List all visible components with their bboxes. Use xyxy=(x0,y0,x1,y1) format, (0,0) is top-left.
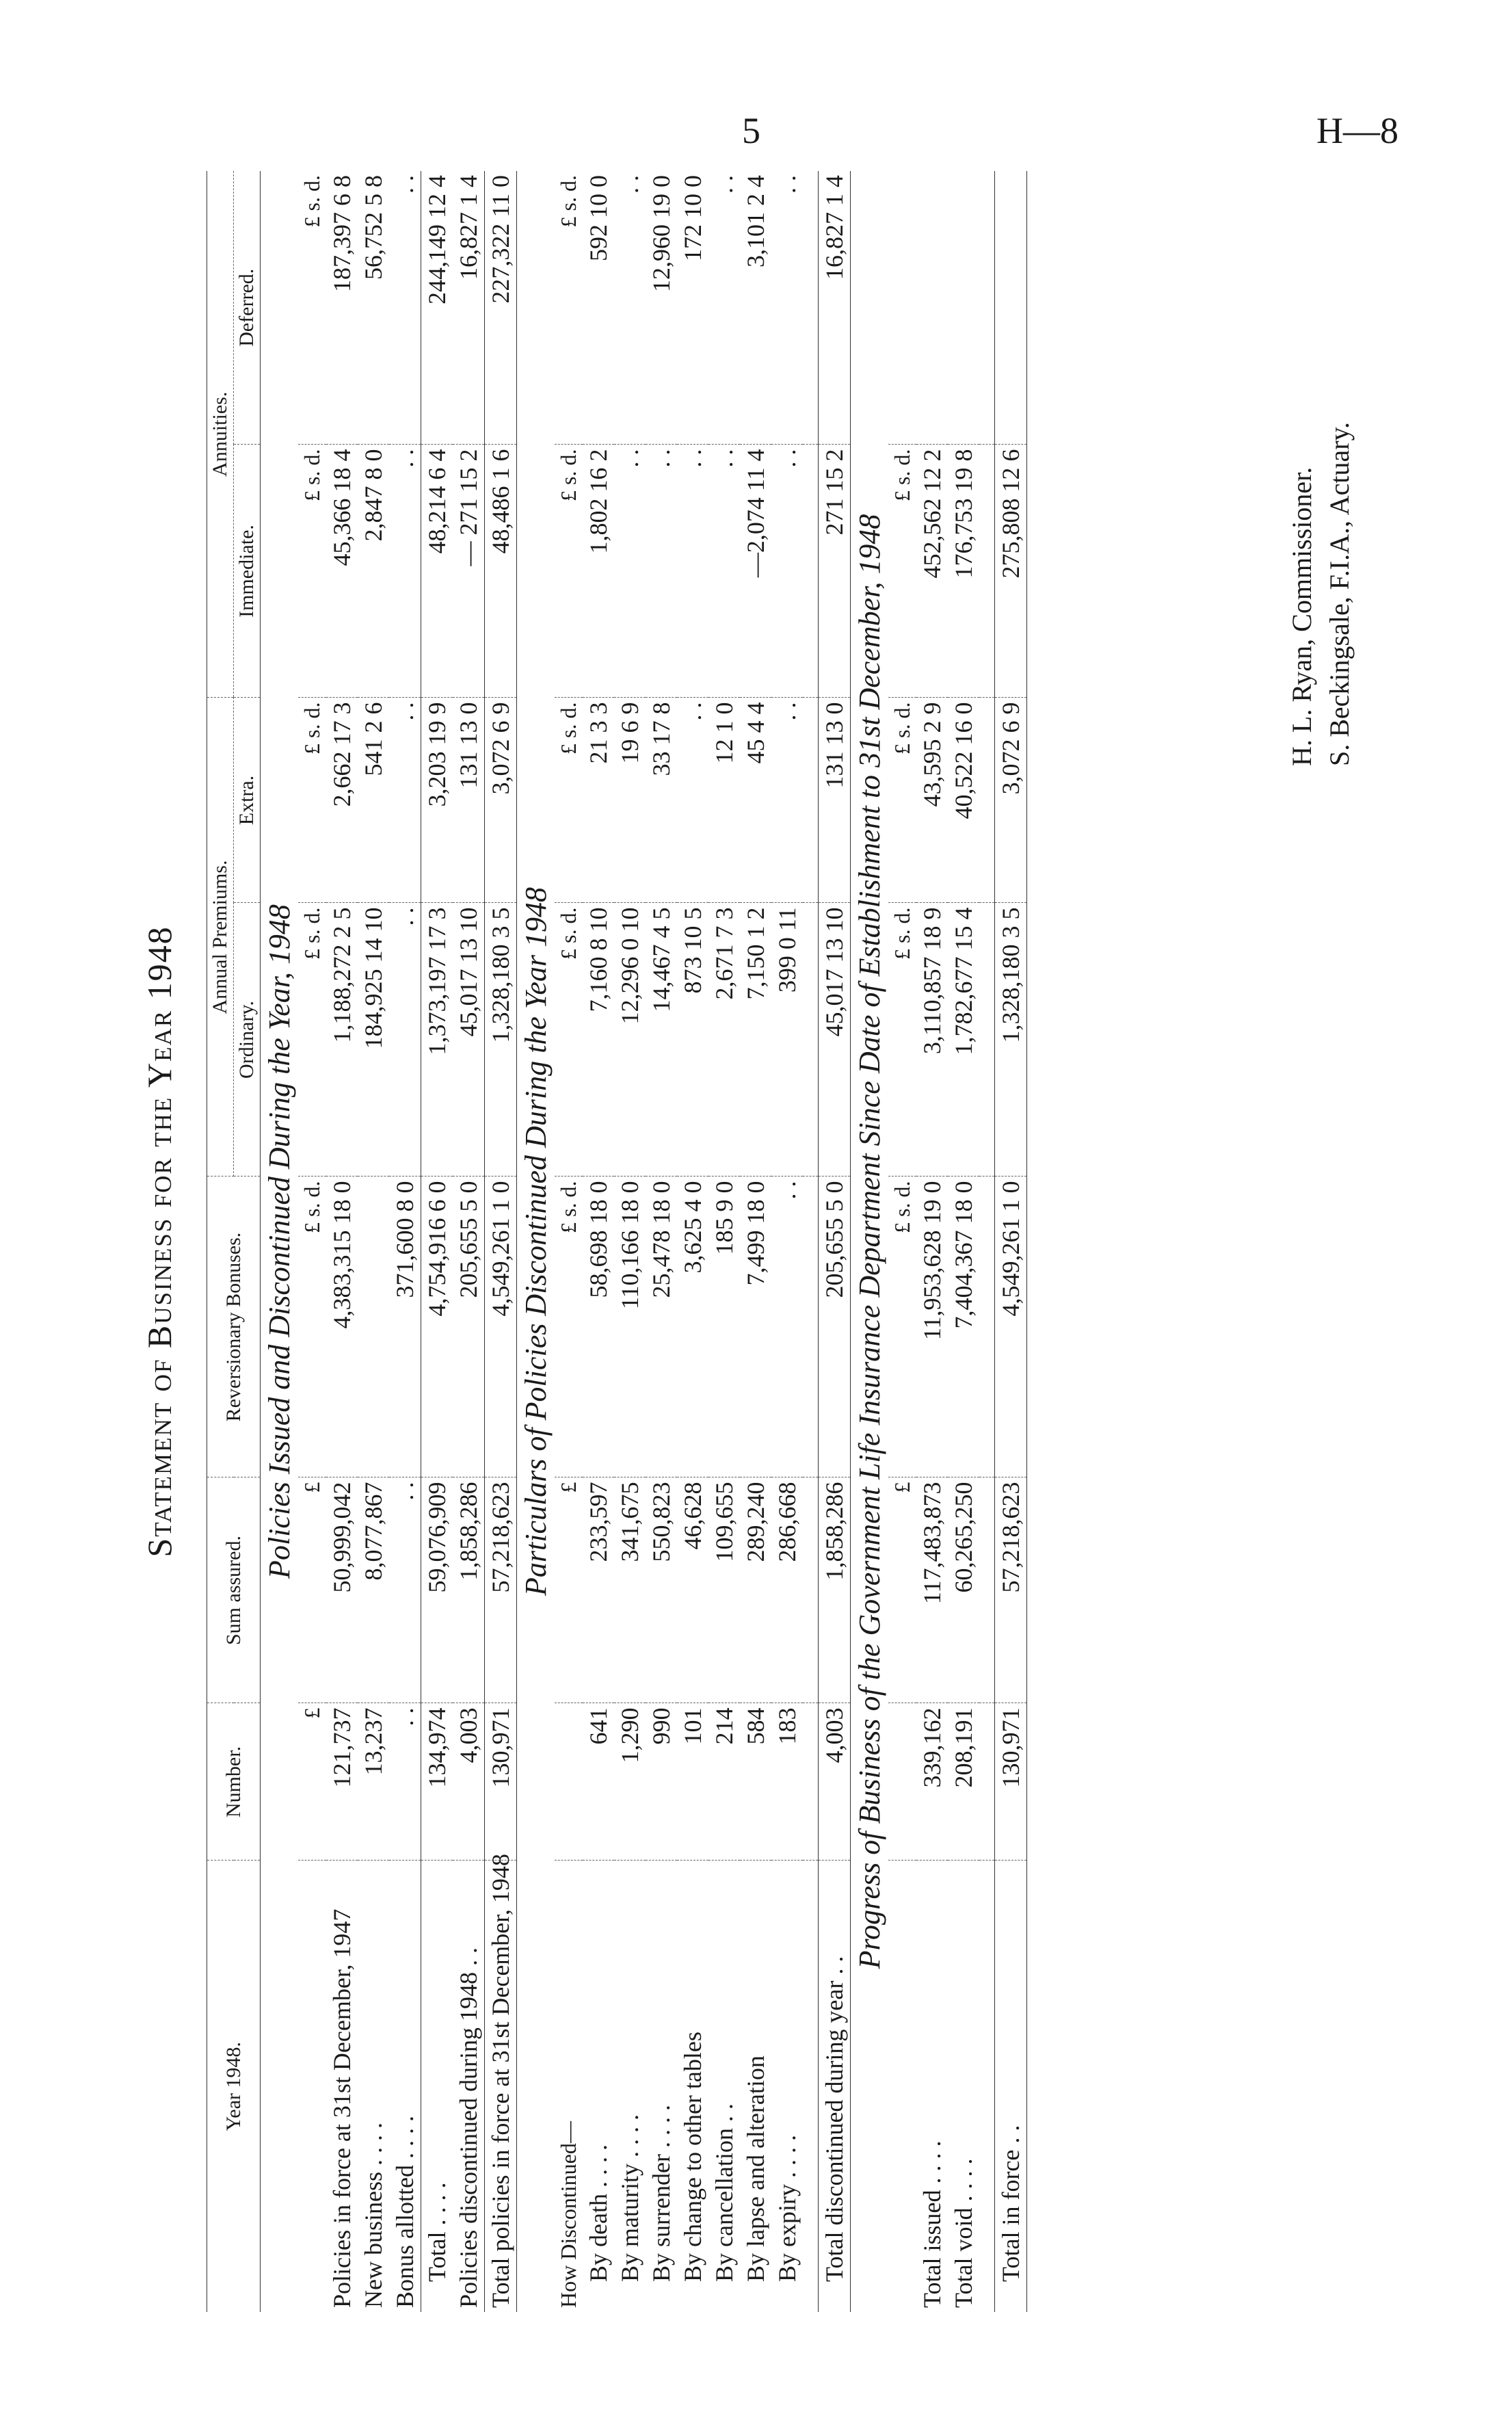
cell-ordinary: 1,188,272 2 5 xyxy=(326,903,358,1177)
cell-extra: 40,522 16 0 xyxy=(948,698,979,903)
col-annuities: Annuities. xyxy=(207,171,234,698)
section2-body xyxy=(583,171,851,2312)
section3-body xyxy=(916,171,1027,2312)
table-row xyxy=(583,171,614,2312)
section1-title: Policies Issued and Discontinued During the Year, 1948 xyxy=(263,904,296,1579)
cell-extra: 43,595 2 9 xyxy=(916,698,948,903)
cell-sum: 289,240 xyxy=(740,1477,771,1703)
col-year: Year 1948. xyxy=(222,2042,245,2131)
table-row xyxy=(916,171,948,2312)
cell-annuity: 275,808 12 6 xyxy=(995,445,1027,698)
cell-ordinary: 184,925 14 10 xyxy=(358,903,389,1177)
cell-deferred: 16,827 1 4 xyxy=(453,171,485,445)
cell-sum: 59,076,909 xyxy=(421,1477,453,1703)
cell-bonus: 4,383,315 18 0 xyxy=(326,1177,358,1477)
statement-title: Statement of Business for the Year 1948 xyxy=(140,925,178,1558)
row-label: By cancellation . . xyxy=(711,2103,738,2282)
cell-deferred: . . xyxy=(389,171,421,445)
table-row xyxy=(708,171,740,2312)
cell-sum: 1,858,286 xyxy=(453,1477,485,1703)
cell-sum: 57,218,623 xyxy=(995,1477,1027,1703)
cell-immediate: . . xyxy=(708,445,740,698)
table-row xyxy=(995,171,1027,2312)
cell-bonus: . . xyxy=(771,1177,803,1477)
cell-immediate: —2,074 11 4 xyxy=(740,445,771,698)
row-label: Total issued . . . . xyxy=(918,2140,946,2308)
cell-number: 130,971 xyxy=(485,1703,517,1861)
row-label: By maturity . . . . xyxy=(616,2114,644,2282)
cell-extra: 21 3 3 xyxy=(583,698,614,903)
cell-sum: 46,628 xyxy=(677,1477,708,1703)
cell-immediate: . . xyxy=(614,445,646,698)
row-label: Bonus allotted . . . . xyxy=(391,2116,419,2308)
cell-extra: 45 4 4 xyxy=(740,698,771,903)
table-row xyxy=(819,171,851,2312)
cell-number: 101 xyxy=(677,1703,708,1861)
col-deferred: Deferred. xyxy=(234,171,261,445)
cell-bonus: 4,549,261 1 0 xyxy=(485,1177,517,1477)
cell-extra: 33 17 8 xyxy=(646,698,677,903)
cell-sum: 50,999,042 xyxy=(326,1477,358,1703)
page-number: 5 xyxy=(742,110,760,151)
table-row xyxy=(948,171,979,2312)
cell-number: 208,191 xyxy=(948,1703,979,1861)
row-label: Total . . . . xyxy=(421,1861,453,2312)
cell-extra: 541 2 6 xyxy=(358,698,389,903)
cell-extra: . . xyxy=(771,698,803,903)
cell-ordinary: 1,782,677 15 4 xyxy=(948,903,979,1177)
cell-ordinary: 2,671 7 3 xyxy=(708,903,740,1177)
cell-extra: 131 13 0 xyxy=(453,698,485,903)
cell-deferred: 244,149 12 4 xyxy=(421,171,453,445)
cell-extra: . . xyxy=(389,698,421,903)
cell-deferred: . . xyxy=(708,171,740,445)
row-label: Total in force . . xyxy=(995,1861,1027,2312)
cell-bonus: 185 9 0 xyxy=(708,1177,740,1477)
commissioner-signature: H. L. Ryan, Commissioner. xyxy=(1286,466,1317,766)
col-extra: Extra. xyxy=(234,698,261,903)
cell-ordinary: 873 10 5 xyxy=(677,903,708,1177)
row-label: By change to other tables xyxy=(679,2032,706,2282)
actuary-signature: S. Beckingsale, F.I.A., Actuary. xyxy=(1324,421,1355,766)
cell-ordinary: 1,373,197 17 3 xyxy=(421,903,453,1177)
cell-ordinary: 45,017 13 10 xyxy=(819,903,851,1177)
table-row xyxy=(614,171,646,2312)
cell-immediate: 1,802 16 2 xyxy=(583,445,614,698)
cell-bonus: 58,698 18 0 xyxy=(583,1177,614,1477)
cell-extra: 3,203 19 9 xyxy=(421,698,453,903)
cell-number: 584 xyxy=(740,1703,771,1861)
cell-sum: 8,077,867 xyxy=(358,1477,389,1703)
cell-number: 641 xyxy=(583,1703,614,1861)
cell-immediate: . . xyxy=(389,445,421,698)
cell-extra: 2,662 17 3 xyxy=(326,698,358,903)
cell-deferred: 56,752 5 8 xyxy=(358,171,389,445)
row-label: By lapse and alteration xyxy=(742,2055,769,2282)
cell-sum: 233,597 xyxy=(583,1477,614,1703)
section3-title: Progress of Business of the Government Life Insurance Department Since Date of Establishment to 31st December, 1948 xyxy=(853,514,886,1969)
units-row: How Discontinued— £ £ s. d. £ s. d. £ s. d. £ s. d. £ s. d. xyxy=(555,171,583,2312)
table-row xyxy=(485,171,517,2312)
cell-ordinary: 7,150 1 2 xyxy=(740,903,771,1177)
cell-deferred: . . xyxy=(614,171,646,445)
cell-extra: 131 13 0 xyxy=(819,698,851,903)
row-label: By death . . . . xyxy=(585,2144,612,2282)
cell-immediate: 45,366 18 4 xyxy=(326,445,358,698)
cell-annuity: 452,562 12 2 xyxy=(916,445,948,698)
cell-ordinary: 14,467 4 5 xyxy=(646,903,677,1177)
cell-number: 134,974 xyxy=(421,1703,453,1861)
col-reversionary-bonuses: Reversionary Bonuses. xyxy=(207,1177,261,1477)
units-row: £ £ s. d. £ s. d. £ s. d. £ s. d. xyxy=(888,171,916,2312)
cell-bonus: 7,499 18 0 xyxy=(740,1177,771,1477)
cell-immediate: 48,486 1 6 xyxy=(485,445,517,698)
cell-number: 4,003 xyxy=(453,1703,485,1861)
section2-title: Particulars of Policies Discontinued During the Year 1948 xyxy=(519,887,553,1596)
cell-sum: 109,655 xyxy=(708,1477,740,1703)
cell-immediate: . . xyxy=(677,445,708,698)
table-row xyxy=(453,171,485,2312)
cell-extra: 3,072 6 9 xyxy=(995,698,1027,903)
cell-immediate: — 271 15 2 xyxy=(453,445,485,698)
cell-ordinary: 1,328,180 3 5 xyxy=(995,903,1027,1177)
cell-sum: 57,218,623 xyxy=(485,1477,517,1703)
table-row xyxy=(389,171,421,2312)
cell-ordinary: 3,110,857 18 9 xyxy=(916,903,948,1177)
cell-number: . . xyxy=(389,1703,421,1861)
report-code: H—8 xyxy=(1316,110,1398,151)
cell-bonus xyxy=(358,1177,389,1477)
cell-bonus: 205,655 5 0 xyxy=(819,1177,851,1477)
cell-deferred: 227,322 11 0 xyxy=(485,171,517,445)
row-label: Total discontinued during year . . xyxy=(819,1861,851,2312)
cell-bonus: 110,166 18 0 xyxy=(614,1177,646,1477)
cell-ordinary: 399 0 11 xyxy=(771,903,803,1177)
cell-sum: 1,858,286 xyxy=(819,1477,851,1703)
table-row xyxy=(646,171,677,2312)
section1-body xyxy=(326,171,517,2312)
row-label: New business . . . . xyxy=(360,2123,387,2308)
cell-immediate: . . xyxy=(771,445,803,698)
row-label: Policies in force at 31st December, 1947 xyxy=(328,1908,356,2308)
cell-extra: . . xyxy=(677,698,708,903)
cell-ordinary: 7,160 8 10 xyxy=(583,903,614,1177)
cell-immediate: 2,847 8 0 xyxy=(358,445,389,698)
cell-sum: 550,823 xyxy=(646,1477,677,1703)
cell-deferred: 16,827 1 4 xyxy=(819,171,851,445)
cell-immediate: 271 15 2 xyxy=(819,445,851,698)
cell-ordinary: 1,328,180 3 5 xyxy=(485,903,517,1177)
cell-number: 13,237 xyxy=(358,1703,389,1861)
cell-deferred: 592 10 0 xyxy=(583,171,614,445)
cell-extra: 12 1 0 xyxy=(708,698,740,903)
cell-deferred: . . xyxy=(771,171,803,445)
cell-sum: 341,675 xyxy=(614,1477,646,1703)
table-row xyxy=(771,171,803,2312)
col-ordinary: Ordinary. xyxy=(234,903,261,1177)
cell-ordinary: . . xyxy=(389,903,421,1177)
cell-immediate: 48,214 6 4 xyxy=(421,445,453,698)
cell-number: 183 xyxy=(771,1703,803,1861)
business-statement-table xyxy=(207,171,1027,2312)
units-row: £ £ £ s. d. £ s. d. £ s. d. £ s. d. £ s. d. xyxy=(298,171,326,2312)
row-label: By expiry . . . . xyxy=(773,2135,801,2282)
cell-bonus: 11,953,628 19 0 xyxy=(916,1177,948,1477)
cell-annuity: 176,753 19 8 xyxy=(948,445,979,698)
row-label: Policies discontinued during 1948 . . xyxy=(455,1947,482,2308)
how-discontinued-heading: How Discontinued— xyxy=(556,2121,581,2308)
cell-bonus: 3,625 4 0 xyxy=(677,1177,708,1477)
cell-deferred: 172 10 0 xyxy=(677,171,708,445)
cell-number: 121,737 xyxy=(326,1703,358,1861)
cell-bonus: 4,549,261 1 0 xyxy=(995,1177,1027,1477)
cell-deferred: 3,101 2 4 xyxy=(740,171,771,445)
cell-bonus: 25,478 18 0 xyxy=(646,1177,677,1477)
cell-deferred: 12,960 19 0 xyxy=(646,171,677,445)
cell-ordinary: 12,296 0 10 xyxy=(614,903,646,1177)
col-annual-premiums: Annual Premiums. xyxy=(207,698,234,1177)
cell-number: 130,971 xyxy=(995,1703,1027,1861)
row-label: Total policies in force at 31st December, 1948 xyxy=(485,1861,517,2312)
cell-bonus: 7,404,367 18 0 xyxy=(948,1177,979,1477)
cell-number: 339,162 xyxy=(916,1703,948,1861)
cell-sum: 117,483,873 xyxy=(916,1477,948,1703)
cell-bonus: 371,600 8 0 xyxy=(389,1177,421,1477)
table-row xyxy=(326,171,358,2312)
col-immediate: Immediate. xyxy=(234,445,261,698)
table-row xyxy=(421,171,453,2312)
rotated-page-content xyxy=(130,164,1395,2319)
col-sum-assured: Sum assured. xyxy=(207,1477,261,1703)
cell-bonus: 205,655 5 0 xyxy=(453,1177,485,1477)
table-row xyxy=(358,171,389,2312)
cell-sum: 286,668 xyxy=(771,1477,803,1703)
col-number: Number. xyxy=(207,1703,261,1861)
cell-extra: 3,072 6 9 xyxy=(485,698,517,903)
section-title-row xyxy=(261,171,299,2312)
cell-sum: 60,265,250 xyxy=(948,1477,979,1703)
cell-number: 990 xyxy=(646,1703,677,1861)
cell-sum: . . xyxy=(389,1477,421,1703)
cell-extra: 19 6 9 xyxy=(614,698,646,903)
cell-number: 214 xyxy=(708,1703,740,1861)
table-row xyxy=(677,171,708,2312)
cell-number: 4,003 xyxy=(819,1703,851,1861)
cell-deferred: 187,397 6 8 xyxy=(326,171,358,445)
row-label: By surrender . . . . xyxy=(648,2105,675,2282)
cell-ordinary: 45,017 13 10 xyxy=(453,903,485,1177)
cell-immediate: . . xyxy=(646,445,677,698)
row-label: Total void . . . . xyxy=(950,2158,977,2308)
table-row xyxy=(740,171,771,2312)
cell-bonus: 4,754,916 6 0 xyxy=(421,1177,453,1477)
cell-number: 1,290 xyxy=(614,1703,646,1861)
